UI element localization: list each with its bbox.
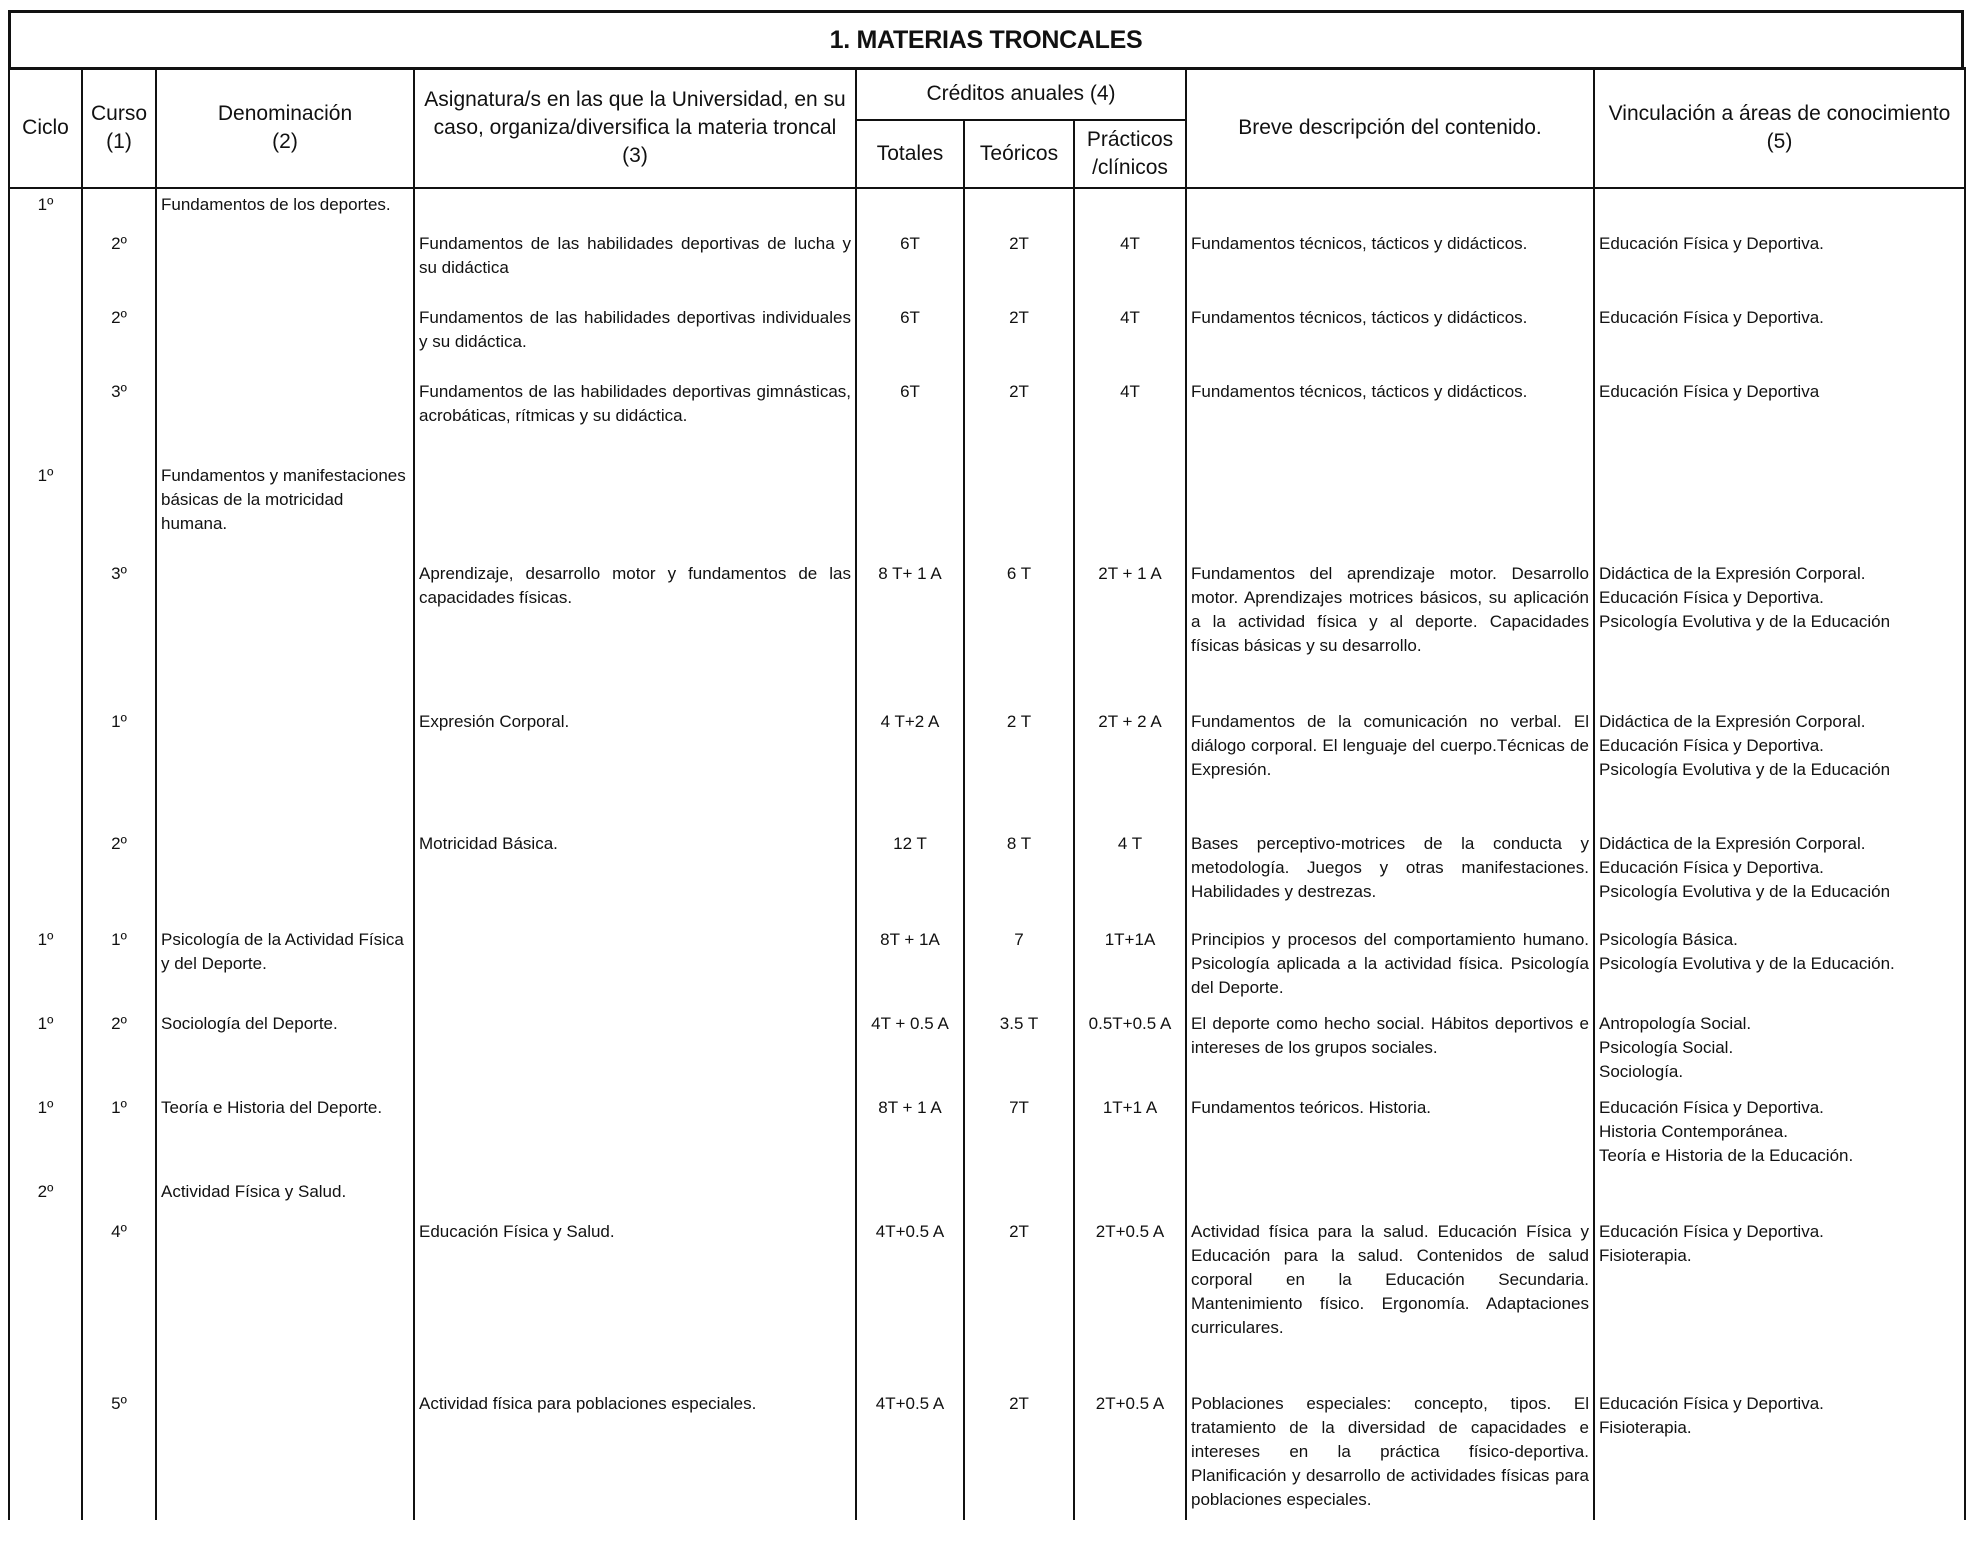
cell-teoricos <box>964 1216 1074 1388</box>
table-row <box>9 376 1965 460</box>
cell-vinculacion <box>1594 1176 1965 1216</box>
cell-vinculacion <box>1594 1216 1965 1388</box>
cell-practicos <box>1074 1008 1186 1092</box>
cell-vinculacion <box>1594 1008 1965 1092</box>
cell-descripcion <box>1186 376 1594 460</box>
cell-curso <box>82 1008 156 1092</box>
cell-totales <box>856 1388 964 1520</box>
materias-table <box>8 67 1966 1520</box>
cell-denominacion <box>156 1008 414 1092</box>
cell-asignatura-text: Actividad física para poblaciones especiales. <box>419 1394 757 1413</box>
cell-ciclo <box>9 1388 82 1520</box>
header-descripcion: Breve descripción del contenido. <box>1186 68 1594 188</box>
cell-denominacion <box>156 188 414 228</box>
cell-curso-text: 1º <box>111 930 127 949</box>
title-bar <box>8 10 1964 70</box>
cell-totales-text: 8T + 1 A <box>878 1098 942 1117</box>
cell-totales-text: 6T <box>900 308 920 327</box>
cell-teoricos-text: 2 T <box>1006 712 1032 731</box>
cell-vinculacion-text: Educación Física y Deportiva. Fisioterapia. <box>1599 1394 1824 1437</box>
cell-asignatura-text: Educación Física y Salud. <box>419 1222 615 1241</box>
cell-ciclo <box>9 828 82 924</box>
cell-practicos <box>1074 188 1186 228</box>
cell-descripcion-text: Bases perceptivo-motrices de la conducta y metodología. Juegos y otras manifestaciones. Habilidades y destrezas. <box>1191 834 1589 901</box>
cell-vinculacion <box>1594 1388 1965 1520</box>
cell-curso-text: 5º <box>111 1394 127 1413</box>
cell-descripcion-text: Actividad física para la salud. Educación Física y Educación para la salud. Contenidos de salud corporal en la Educación Secundaria. Mantenimiento físico. Ergonomía. Adaptaciones curriculares. <box>1191 1222 1589 1337</box>
cell-vinculacion-text: Educación Física y Deportiva. Historia Contemporánea. Teoría e Historia de la Educación. <box>1599 1098 1854 1165</box>
cell-practicos-text: 4 T <box>1117 834 1143 853</box>
header-ciclo: Ciclo <box>9 68 82 188</box>
table-row <box>9 1176 1965 1216</box>
cell-curso <box>82 828 156 924</box>
cell-curso-text: 1º <box>111 1098 127 1117</box>
cell-denominacion <box>156 302 414 376</box>
cell-practicos-text: 2T+0.5 A <box>1095 1394 1165 1413</box>
cell-totales <box>856 1008 964 1092</box>
cell-descripcion-text: Fundamentos del aprendizaje motor. Desarrollo motor. Aprendizajes motrices básicos, su aplicación a la actividad física y al deporte. Capacidades físicas básicas y su desarrollo. <box>1191 564 1589 655</box>
header-denominacion: Denominación (2) <box>156 68 414 188</box>
cell-descripcion <box>1186 188 1594 228</box>
cell-ciclo <box>9 302 82 376</box>
cell-asignatura <box>414 188 856 228</box>
cell-practicos <box>1074 924 1186 1008</box>
cell-curso <box>82 302 156 376</box>
cell-practicos <box>1074 228 1186 302</box>
cell-denominacion <box>156 376 414 460</box>
cell-teoricos <box>964 706 1074 828</box>
cell-curso-text: 3º <box>111 564 127 583</box>
cell-teoricos-text: 2T <box>1009 234 1029 253</box>
cell-teoricos-text: 3.5 T <box>999 1014 1039 1033</box>
cell-descripcion-text: Fundamentos de la comunicación no verbal. El diálogo corporal. El lenguaje del cuerpo.Técnicas de Expresión. <box>1191 712 1589 779</box>
cell-curso <box>82 558 156 706</box>
cell-teoricos <box>964 460 1074 558</box>
cell-ciclo <box>9 1176 82 1216</box>
cell-vinculacion-text: Antropología Social. Psicología Social. Sociología. <box>1599 1014 1752 1081</box>
cell-practicos-text: 2T + 2 A <box>1098 712 1162 731</box>
cell-curso <box>82 1092 156 1176</box>
cell-ciclo-text: 2º <box>37 1182 54 1201</box>
header-teoricos: Teóricos <box>964 120 1074 188</box>
cell-asignatura <box>414 228 856 302</box>
cell-practicos <box>1074 376 1186 460</box>
cell-teoricos-text: 2T <box>1009 1394 1029 1413</box>
cell-asignatura <box>414 1176 856 1216</box>
table-body <box>9 188 1965 1520</box>
document-sheet <box>8 10 1966 1552</box>
cell-teoricos-text: 8 T <box>1006 834 1032 853</box>
cell-totales-text: 4 T+2 A <box>880 712 940 731</box>
cell-practicos-text: 2T+0.5 A <box>1095 1222 1165 1241</box>
cell-vinculacion <box>1594 460 1965 558</box>
cell-teoricos-text: 7 <box>1014 930 1024 949</box>
cell-curso <box>82 1388 156 1520</box>
cell-totales <box>856 228 964 302</box>
cell-curso <box>82 460 156 558</box>
table-row <box>9 828 1965 924</box>
cell-practicos <box>1074 302 1186 376</box>
cell-totales <box>856 558 964 706</box>
table-row <box>9 1092 1965 1176</box>
cell-vinculacion <box>1594 188 1965 228</box>
cell-descripcion-text: Fundamentos técnicos, tácticos y didácticos. <box>1191 234 1528 253</box>
cell-descripcion-text: Fundamentos técnicos, tácticos y didácticos. <box>1191 382 1528 401</box>
cell-denominacion-text: Teoría e Historia del Deporte. <box>161 1098 383 1117</box>
cell-ciclo <box>9 1216 82 1388</box>
cell-teoricos-text: 2T <box>1009 1222 1029 1241</box>
cell-denominacion <box>156 828 414 924</box>
cell-descripcion <box>1186 1176 1594 1216</box>
cell-vinculacion <box>1594 828 1965 924</box>
cell-descripcion <box>1186 558 1594 706</box>
cell-descripcion <box>1186 706 1594 828</box>
cell-totales <box>856 706 964 828</box>
cell-denominacion-text: Fundamentos y manifestaciones básicas de la motricidad humana. <box>161 466 406 533</box>
cell-descripcion <box>1186 460 1594 558</box>
cell-curso <box>82 924 156 1008</box>
cell-vinculacion <box>1594 1092 1965 1176</box>
cell-descripcion <box>1186 1008 1594 1092</box>
cell-totales <box>856 828 964 924</box>
table-row <box>9 228 1965 302</box>
cell-ciclo <box>9 188 82 228</box>
cell-totales-text: 4T + 0.5 A <box>871 1014 949 1033</box>
table-row <box>9 924 1965 1008</box>
cell-curso-text: 2º <box>111 834 127 853</box>
cell-curso <box>82 376 156 460</box>
header-asignaturas: Asignatura/s en las que la Universidad, en su caso, organiza/diversifica la materia troncal (3) <box>414 68 856 188</box>
cell-teoricos-text: 2T <box>1009 382 1029 401</box>
cell-denominacion <box>156 924 414 1008</box>
cell-denominacion <box>156 558 414 706</box>
cell-denominacion <box>156 1176 414 1216</box>
cell-practicos-text: 4T <box>1120 234 1140 253</box>
cell-ciclo <box>9 558 82 706</box>
cell-denominacion <box>156 228 414 302</box>
table-row <box>9 558 1965 706</box>
cell-denominacion <box>156 460 414 558</box>
cell-practicos-text: 2T + 1 A <box>1098 564 1162 583</box>
cell-teoricos <box>964 558 1074 706</box>
cell-asignatura <box>414 558 856 706</box>
cell-asignatura-text: Fundamentos de las habilidades deportivas individuales y su didáctica. <box>419 308 851 351</box>
cell-teoricos <box>964 302 1074 376</box>
cell-descripcion <box>1186 1388 1594 1520</box>
cell-curso-text: 2º <box>111 308 127 327</box>
cell-curso <box>82 188 156 228</box>
cell-vinculacion-text: Educación Física y Deportiva. <box>1599 234 1824 253</box>
cell-totales <box>856 376 964 460</box>
cell-curso-text: 1º <box>111 712 127 731</box>
cell-descripcion <box>1186 1216 1594 1388</box>
cell-ciclo-text: 1º <box>37 466 54 485</box>
cell-totales <box>856 188 964 228</box>
cell-asignatura-text: Motricidad Básica. <box>419 834 558 853</box>
cell-practicos <box>1074 460 1186 558</box>
cell-ciclo-text: 1º <box>37 1014 54 1033</box>
cell-asignatura <box>414 828 856 924</box>
cell-curso <box>82 1176 156 1216</box>
cell-teoricos-text: 7T <box>1009 1098 1029 1117</box>
cell-ciclo <box>9 706 82 828</box>
cell-ciclo <box>9 924 82 1008</box>
cell-asignatura <box>414 376 856 460</box>
cell-asignatura <box>414 1092 856 1176</box>
cell-practicos-text: 4T <box>1120 308 1140 327</box>
cell-asignatura-text: Expresión Corporal. <box>419 712 570 731</box>
cell-totales-text: 6T <box>900 234 920 253</box>
cell-practicos <box>1074 558 1186 706</box>
table-row <box>9 460 1965 558</box>
cell-vinculacion <box>1594 706 1965 828</box>
cell-curso-text: 2º <box>111 1014 127 1033</box>
cell-denominacion <box>156 1216 414 1388</box>
cell-totales <box>856 1216 964 1388</box>
cell-vinculacion-text: Educación Física y Deportiva. Fisioterapia. <box>1599 1222 1824 1265</box>
cell-asignatura-text: Aprendizaje, desarrollo motor y fundamentos de las capacidades físicas. <box>419 564 851 607</box>
cell-curso-text: 2º <box>111 234 127 253</box>
table-row <box>9 1008 1965 1092</box>
cell-practicos <box>1074 1388 1186 1520</box>
cell-totales <box>856 1176 964 1216</box>
cell-totales-text: 8T + 1A <box>880 930 940 949</box>
cell-vinculacion <box>1594 228 1965 302</box>
cell-asignatura <box>414 302 856 376</box>
cell-totales-text: 4T+0.5 A <box>875 1222 945 1241</box>
cell-totales <box>856 1092 964 1176</box>
cell-ciclo-text: 1º <box>37 195 54 214</box>
cell-ciclo <box>9 376 82 460</box>
cell-teoricos <box>964 1388 1074 1520</box>
cell-totales-text: 6T <box>900 382 920 401</box>
cell-totales-text: 12 T <box>893 834 927 853</box>
cell-practicos-text: 4T <box>1120 382 1140 401</box>
cell-descripcion-text: Principios y procesos del comportamiento humano. Psicología aplicada a la actividad física. Psicología del Deporte. <box>1191 930 1589 997</box>
cell-teoricos <box>964 924 1074 1008</box>
cell-curso <box>82 706 156 828</box>
cell-descripcion-text: Fundamentos técnicos, tácticos y didácticos. <box>1191 308 1528 327</box>
cell-curso <box>82 1216 156 1388</box>
cell-asignatura-text: Fundamentos de las habilidades deportivas gimnásticas, acrobáticas, rítmicas y su didáctica. <box>419 382 851 425</box>
cell-practicos <box>1074 828 1186 924</box>
cell-vinculacion <box>1594 558 1965 706</box>
page-title: 1. MATERIAS TRONCALES <box>829 25 1143 54</box>
cell-vinculacion-text: Didáctica de la Expresión Corporal. Educación Física y Deportiva. Psicología Evolutiva y de la Educación <box>1599 834 1891 901</box>
cell-teoricos-text: 2T <box>1009 308 1029 327</box>
cell-totales-text: 4T+0.5 A <box>875 1394 945 1413</box>
cell-teoricos <box>964 228 1074 302</box>
cell-totales <box>856 302 964 376</box>
cell-teoricos <box>964 1092 1074 1176</box>
cell-teoricos <box>964 1176 1074 1216</box>
cell-practicos <box>1074 1176 1186 1216</box>
cell-asignatura <box>414 706 856 828</box>
cell-practicos-text: 1T+1A <box>1104 930 1156 949</box>
cell-asignatura <box>414 460 856 558</box>
table-row <box>9 706 1965 828</box>
cell-curso <box>82 228 156 302</box>
cell-vinculacion-text: Educación Física y Deportiva. <box>1599 308 1824 327</box>
cell-teoricos <box>964 188 1074 228</box>
cell-practicos-text: 0.5T+0.5 A <box>1088 1014 1172 1033</box>
cell-ciclo <box>9 1092 82 1176</box>
cell-vinculacion-text: Didáctica de la Expresión Corporal. Educación Física y Deportiva. Psicología Evolutiva y de la Educación <box>1599 712 1891 779</box>
header-practicos: Prácticos /clínicos <box>1074 120 1186 188</box>
cell-descripcion <box>1186 228 1594 302</box>
cell-vinculacion-text: Educación Física y Deportiva <box>1599 382 1820 401</box>
cell-denominacion-text: Fundamentos de los deportes. <box>161 195 391 214</box>
cell-practicos <box>1074 1216 1186 1388</box>
table-row <box>9 1388 1965 1520</box>
cell-vinculacion <box>1594 924 1965 1008</box>
cell-curso-text: 4º <box>111 1222 127 1241</box>
cell-denominacion <box>156 1388 414 1520</box>
table-row <box>9 302 1965 376</box>
cell-asignatura-text: Fundamentos de las habilidades deportivas de lucha y su didáctica <box>419 234 851 277</box>
cell-vinculacion-text: Psicología Básica. Psicología Evolutiva y de la Educación. <box>1599 930 1895 973</box>
cell-teoricos-text: 6 T <box>1006 564 1032 583</box>
cell-teoricos <box>964 828 1074 924</box>
table-row <box>9 1216 1965 1388</box>
cell-practicos <box>1074 1092 1186 1176</box>
table-row <box>9 188 1965 228</box>
cell-descripcion-text: Poblaciones especiales: concepto, tipos. El tratamiento de la diversidad de capacidades e intereses en la práctica físico-deportiva. Planificación y desarrollo de actividades físicas para poblaciones especiales. <box>1191 1394 1589 1509</box>
cell-descripcion <box>1186 302 1594 376</box>
cell-ciclo-text: 1º <box>37 1098 54 1117</box>
cell-descripcion-text: Fundamentos teóricos. Historia. <box>1191 1098 1431 1117</box>
cell-ciclo <box>9 1008 82 1092</box>
cell-denominacion-text: Actividad Física y Salud. <box>161 1182 347 1201</box>
cell-vinculacion <box>1594 376 1965 460</box>
cell-ciclo-text: 1º <box>37 930 54 949</box>
cell-practicos-text: 1T+1 A <box>1102 1098 1158 1117</box>
cell-ciclo <box>9 228 82 302</box>
header-creditos: Créditos anuales (4) <box>856 68 1186 120</box>
cell-totales <box>856 924 964 1008</box>
cell-denominacion <box>156 706 414 828</box>
header-curso: Curso (1) <box>82 68 156 188</box>
cell-asignatura <box>414 924 856 1008</box>
cell-vinculacion-text: Didáctica de la Expresión Corporal. Educación Física y Deportiva. Psicología Evolutiva y de la Educación <box>1599 564 1891 631</box>
cell-denominacion-text: Psicología de la Actividad Física y del Deporte. <box>161 930 404 973</box>
cell-descripcion <box>1186 828 1594 924</box>
cell-asignatura <box>414 1388 856 1520</box>
cell-descripcion <box>1186 924 1594 1008</box>
cell-teoricos <box>964 1008 1074 1092</box>
cell-descripcion <box>1186 1092 1594 1176</box>
cell-practicos <box>1074 706 1186 828</box>
cell-asignatura <box>414 1216 856 1388</box>
header-totales: Totales <box>856 120 964 188</box>
cell-totales-text: 8 T+ 1 A <box>878 564 942 583</box>
cell-ciclo <box>9 460 82 558</box>
cell-vinculacion <box>1594 302 1965 376</box>
cell-denominacion <box>156 1092 414 1176</box>
cell-curso-text: 3º <box>111 382 127 401</box>
cell-totales <box>856 460 964 558</box>
header-vinculacion: Vinculación a áreas de conocimiento (5) <box>1594 68 1965 188</box>
cell-descripcion-text: El deporte como hecho social. Hábitos deportivos e intereses de los grupos sociales. <box>1191 1014 1589 1057</box>
cell-teoricos <box>964 376 1074 460</box>
cell-denominacion-text: Sociología del Deporte. <box>161 1014 338 1033</box>
cell-asignatura <box>414 1008 856 1092</box>
